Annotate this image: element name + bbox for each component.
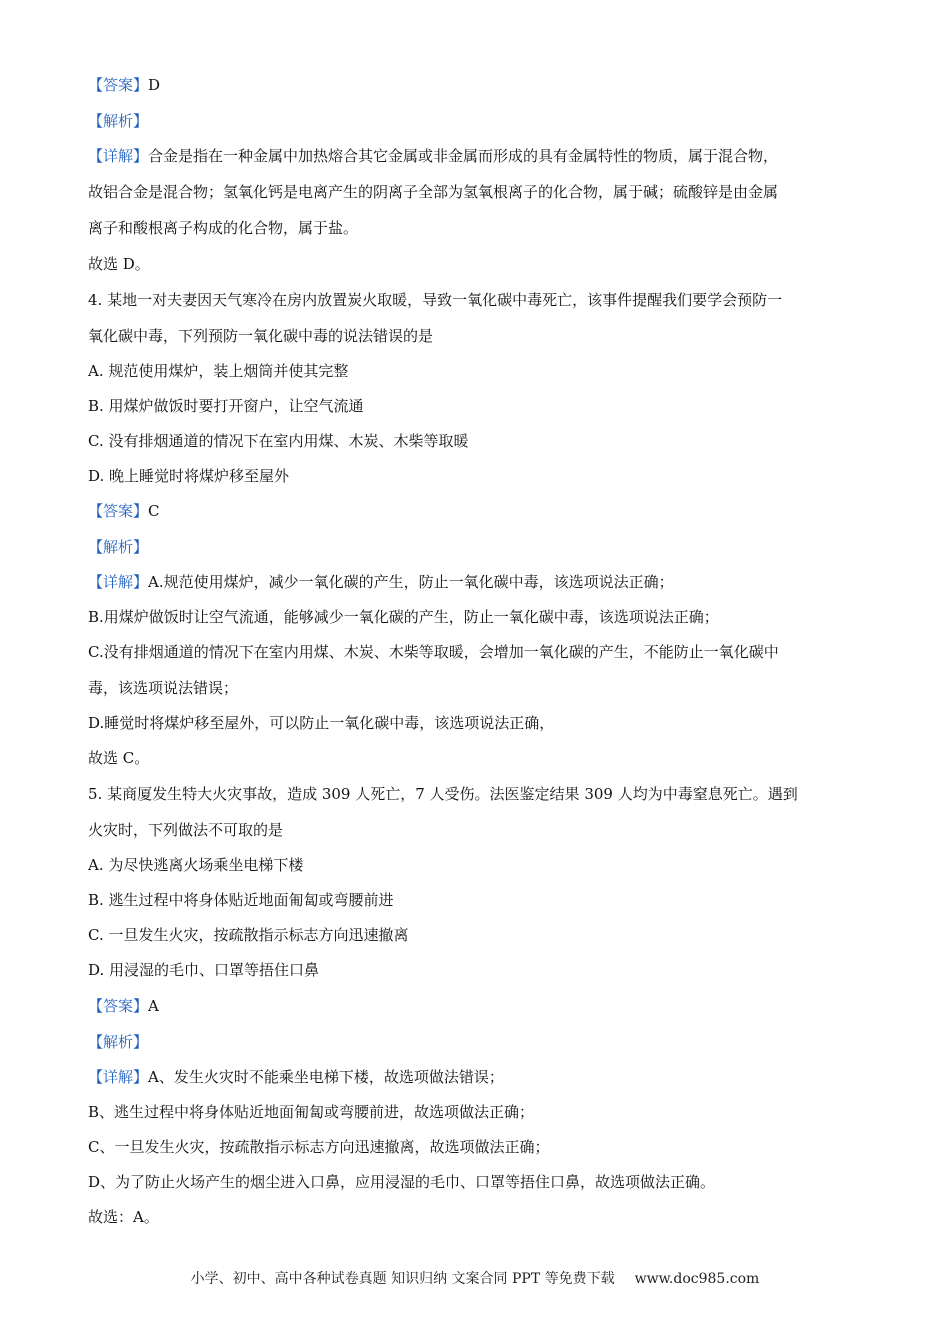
q5-detail-b: B、逃生过程中将身体贴近地面匍匐或弯腰前进，故选项做法正确； (88, 1103, 535, 1121)
q4-conclusion: 故选 C。 (88, 749, 150, 767)
q5-option-c: C. 一旦发生火灾，按疏散指示标志方向迅速撤离 (88, 926, 409, 944)
q4-detail-c-line-1: C.没有排烟通道的情况下在室内用煤、木炭、木柴等取暖，会增加一氧化碳的产生，不能防止一氧化碳中 (88, 643, 779, 661)
q5-option-d: D. 用浸湿的毛巾、口罩等捂住口鼻 (88, 961, 320, 979)
q3-detail-line-1: 【详解】合金是指在一种金属中加热熔合其它金属或非金属而形成的具有金属特性的物质，属于混合物， (88, 147, 779, 165)
q5-stem-line-1: 5. 某商厦发生特大火灾事故，造成 309 人死亡，7 人受伤。法医鉴定结果 309 人均为中毒窒息死亡。遇到 (88, 785, 798, 803)
q5-detail-a: 【详解】A、发生火灾时不能乘坐电梯下楼，故选项做法错误； (88, 1068, 504, 1086)
answer-tag: 【答案】 (88, 76, 149, 94)
q4-answer: 【答案】C (88, 502, 160, 520)
page-footer (0, 1268, 950, 1288)
q5-analysis-tag: 【解析】 (88, 1033, 149, 1051)
footer-text: 小学、初中、高中各种试卷真题 知识归纳 文案合同 PPT 等免费下载 (190, 1271, 615, 1287)
q4-option-a: A. 规范使用煤炉，装上烟筒并使其完整 (88, 362, 349, 380)
detail-tag: 【详解】 (88, 147, 149, 165)
q3-detail-line-3: 离子和酸根离子构成的化合物，属于盐。 (88, 219, 359, 237)
q4-detail-d: D.睡觉时将煤炉移至屋外，可以防止一氧化碳中毒，该选项说法正确， (88, 714, 555, 732)
q5-detail-d: D、为了防止火场产生的烟尘进入口鼻，应用浸湿的毛巾、口罩等捂住口鼻，故选项做法正确。 (88, 1173, 716, 1191)
footer-url[interactable]: www.doc985.com (634, 1271, 760, 1287)
q4-option-d: D. 晚上睡觉时将煤炉移至屋外 (88, 467, 290, 485)
q3-answer: 【答案】D (88, 76, 161, 94)
q3-conclusion: 故选 D。 (88, 255, 150, 273)
q4-stem-line-1: 4. 某地一对夫妻因天气寒冷在房内放置炭火取暖，导致一氧化碳中毒死亡，该事件提醒我们要学会预防一 (88, 291, 783, 309)
q5-detail-c: C、一旦发生火灾，按疏散指示标志方向迅速撤离，故选项做法正确； (88, 1138, 550, 1156)
q5-answer: 【答案】A (88, 997, 159, 1015)
q5-option-b: B. 逃生过程中将身体贴近地面匍匐或弯腰前进 (88, 891, 394, 909)
q4-detail-b: B.用煤炉做饭时让空气流通，能够减少一氧化碳的产生，防止一氧化碳中毒，该选项说法正确； (88, 608, 719, 626)
q4-detail-c-line-2: 毒，该选项说法错误； (88, 679, 239, 697)
q3-analysis-tag: 【解析】 (88, 112, 149, 130)
q3-detail-line-2: 故铝合金是混合物；氢氧化钙是电离产生的阴离子全部为氢氧根离子的化合物，属于碱；硫酸锌是由金属 (88, 183, 779, 201)
q5-option-a: A. 为尽快逃离火场乘坐电梯下楼 (88, 856, 304, 874)
q5-conclusion: 故选：A。 (88, 1208, 159, 1226)
q4-stem-line-2: 氧化碳中毒，下列预防一氧化碳中毒的说法错误的是 (88, 327, 434, 345)
q5-stem-line-2: 火灾时，下列做法不可取的是 (88, 821, 284, 839)
q4-option-b: B. 用煤炉做饭时要打开窗户，让空气流通 (88, 397, 364, 415)
q4-analysis-tag: 【解析】 (88, 538, 149, 556)
q4-detail-a: 【详解】A.规范使用煤炉，减少一氧化碳的产生，防止一氧化碳中毒，该选项说法正确； (88, 573, 674, 591)
q4-option-c: C. 没有排烟通道的情况下在室内用煤、木炭、木柴等取暖 (88, 432, 469, 450)
